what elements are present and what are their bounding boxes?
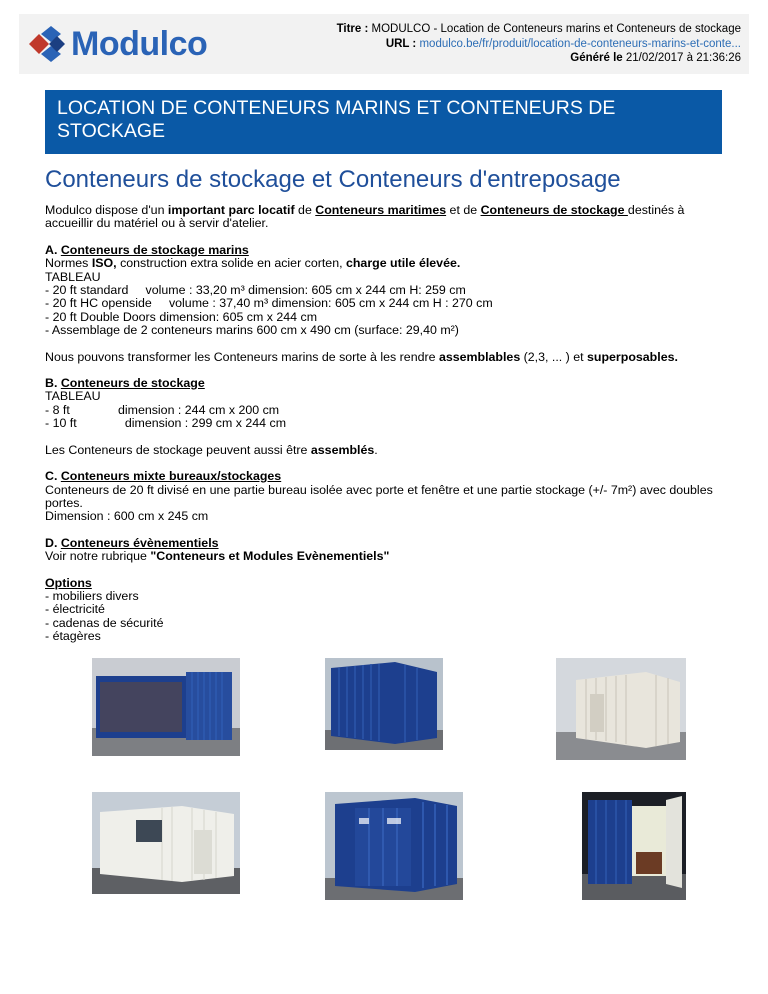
photo-container-front bbox=[325, 792, 463, 900]
list-item: - cadenas de sécurité bbox=[45, 615, 164, 630]
link-conteneurs-stockage[interactable]: Conteneurs de stockage bbox=[480, 203, 628, 217]
text: Les Conteneurs de stockage peuvent aussi être bbox=[45, 442, 311, 457]
main-content bbox=[45, 204, 735, 657]
page-header bbox=[19, 14, 749, 74]
document-meta bbox=[337, 22, 741, 66]
text: Voir notre rubrique bbox=[45, 549, 151, 564]
logo-mark-icon bbox=[27, 26, 67, 62]
list-item: - Assemblage de 2 conteneurs marins 600 cm x 490 cm (surface: 29,40 m²) bbox=[45, 323, 459, 338]
list-item: - 20 ft HC openside volume : 37,40 m³ dimension: 605 cm x 244 cm H : 270 cm bbox=[45, 296, 493, 311]
photo-container-double-doors bbox=[325, 658, 443, 750]
link-evenementiels[interactable]: "Conteneurs et Modules Evènementiels" bbox=[150, 549, 390, 564]
intro-text: accueillir du matériel ou à servir d'atelier. bbox=[45, 216, 269, 231]
photo-container-openside bbox=[92, 658, 240, 756]
text-bold: assemblés bbox=[310, 442, 375, 457]
tableau-label: TABLEAU bbox=[45, 389, 101, 404]
section-c bbox=[45, 470, 735, 524]
text: . bbox=[374, 442, 378, 457]
text-bold: ISO, bbox=[91, 256, 117, 271]
text-bold: charge utile élevée. bbox=[345, 256, 461, 271]
list-item: - mobiliers divers bbox=[45, 588, 139, 603]
intro-bold: important parc locatif bbox=[167, 203, 295, 217]
page-title: Conteneurs de stockage et Conteneurs d'entreposage bbox=[45, 166, 621, 193]
tableau-label: TABLEAU bbox=[45, 269, 101, 284]
list-item: - 10 ft dimension : 299 cm x 244 cm bbox=[45, 416, 287, 431]
list-item: - 20 ft Double Doors dimension: 605 cm x 244 cm bbox=[45, 309, 318, 324]
intro-text: de bbox=[294, 203, 316, 217]
text: construction extra solide en acier corten, bbox=[116, 256, 346, 271]
link-conteneurs-maritimes[interactable]: Conteneurs maritimes bbox=[315, 203, 447, 217]
section-b-note bbox=[45, 444, 735, 457]
section-a-prefix: A. bbox=[45, 242, 61, 257]
banner-line-2: STOCKAGE bbox=[57, 120, 166, 142]
section-d-prefix: D. bbox=[45, 535, 61, 550]
list-item: - 8 ft dimension : 244 cm x 200 cm bbox=[45, 402, 280, 417]
banner-line-1: LOCATION DE CONTENEURS MARINS ET CONTENEURS DE bbox=[57, 97, 616, 119]
title-label: Titre : bbox=[336, 23, 369, 35]
text-bold: superposables. bbox=[587, 349, 678, 364]
photo-container-open-door bbox=[582, 792, 686, 900]
section-c-title[interactable]: Conteneurs mixte bureaux/stockages bbox=[60, 469, 282, 484]
photo-container-office bbox=[92, 792, 240, 894]
section-b-prefix: B. bbox=[45, 376, 61, 391]
generated-value: 21/02/2017 à 21:36:26 bbox=[625, 52, 741, 64]
section-d bbox=[45, 537, 735, 564]
section-b bbox=[45, 377, 735, 431]
section-a bbox=[45, 244, 735, 338]
text: (2,3, ... ) et bbox=[520, 349, 588, 364]
section-a-note bbox=[45, 351, 735, 364]
title-value: MODULCO - Location de Conteneurs marins et Conteneurs de stockage bbox=[371, 23, 741, 35]
text: portes. bbox=[45, 495, 83, 510]
intro-paragraph bbox=[45, 204, 735, 231]
text: Normes bbox=[45, 256, 92, 271]
photo-container-white bbox=[556, 658, 686, 760]
page-banner bbox=[45, 90, 722, 154]
intro-text: destinés à bbox=[627, 203, 685, 217]
list-item: - étagères bbox=[45, 629, 101, 644]
intro-text: Modulco dispose d'un bbox=[45, 203, 168, 217]
text: Nous pouvons transformer les Conteneurs marins de sorte à les rendre bbox=[45, 349, 439, 364]
options-section bbox=[45, 577, 735, 644]
section-a-title[interactable]: Conteneurs de stockage marins bbox=[60, 242, 249, 257]
generated-label: Généré le bbox=[570, 52, 623, 64]
section-d-title[interactable]: Conteneurs évènementiels bbox=[60, 535, 219, 550]
url-link[interactable]: modulco.be/fr/produit/location-de-conteneurs-marins-et-conte... bbox=[419, 37, 741, 50]
section-c-prefix: C. bbox=[45, 469, 61, 484]
intro-text: et de bbox=[446, 203, 481, 217]
logo-text: Modulco bbox=[71, 25, 208, 63]
options-title: Options bbox=[45, 575, 92, 590]
list-item: - 20 ft standard volume : 33,20 m³ dimension: 605 cm x 244 cm H: 259 cm bbox=[45, 283, 466, 298]
text: Conteneurs de 20 ft divisé en une partie bureau isolée avec porte et fenêtre et une partie stockage (+/- 7m²) avec doubles bbox=[45, 482, 713, 497]
text-bold: assemblables bbox=[438, 349, 521, 364]
section-b-title[interactable]: Conteneurs de stockage bbox=[60, 376, 205, 391]
url-label: URL : bbox=[385, 37, 417, 50]
list-item: - électricité bbox=[45, 602, 105, 617]
logo[interactable] bbox=[27, 26, 207, 62]
text: Dimension : 600 cm x 245 cm bbox=[45, 509, 209, 524]
